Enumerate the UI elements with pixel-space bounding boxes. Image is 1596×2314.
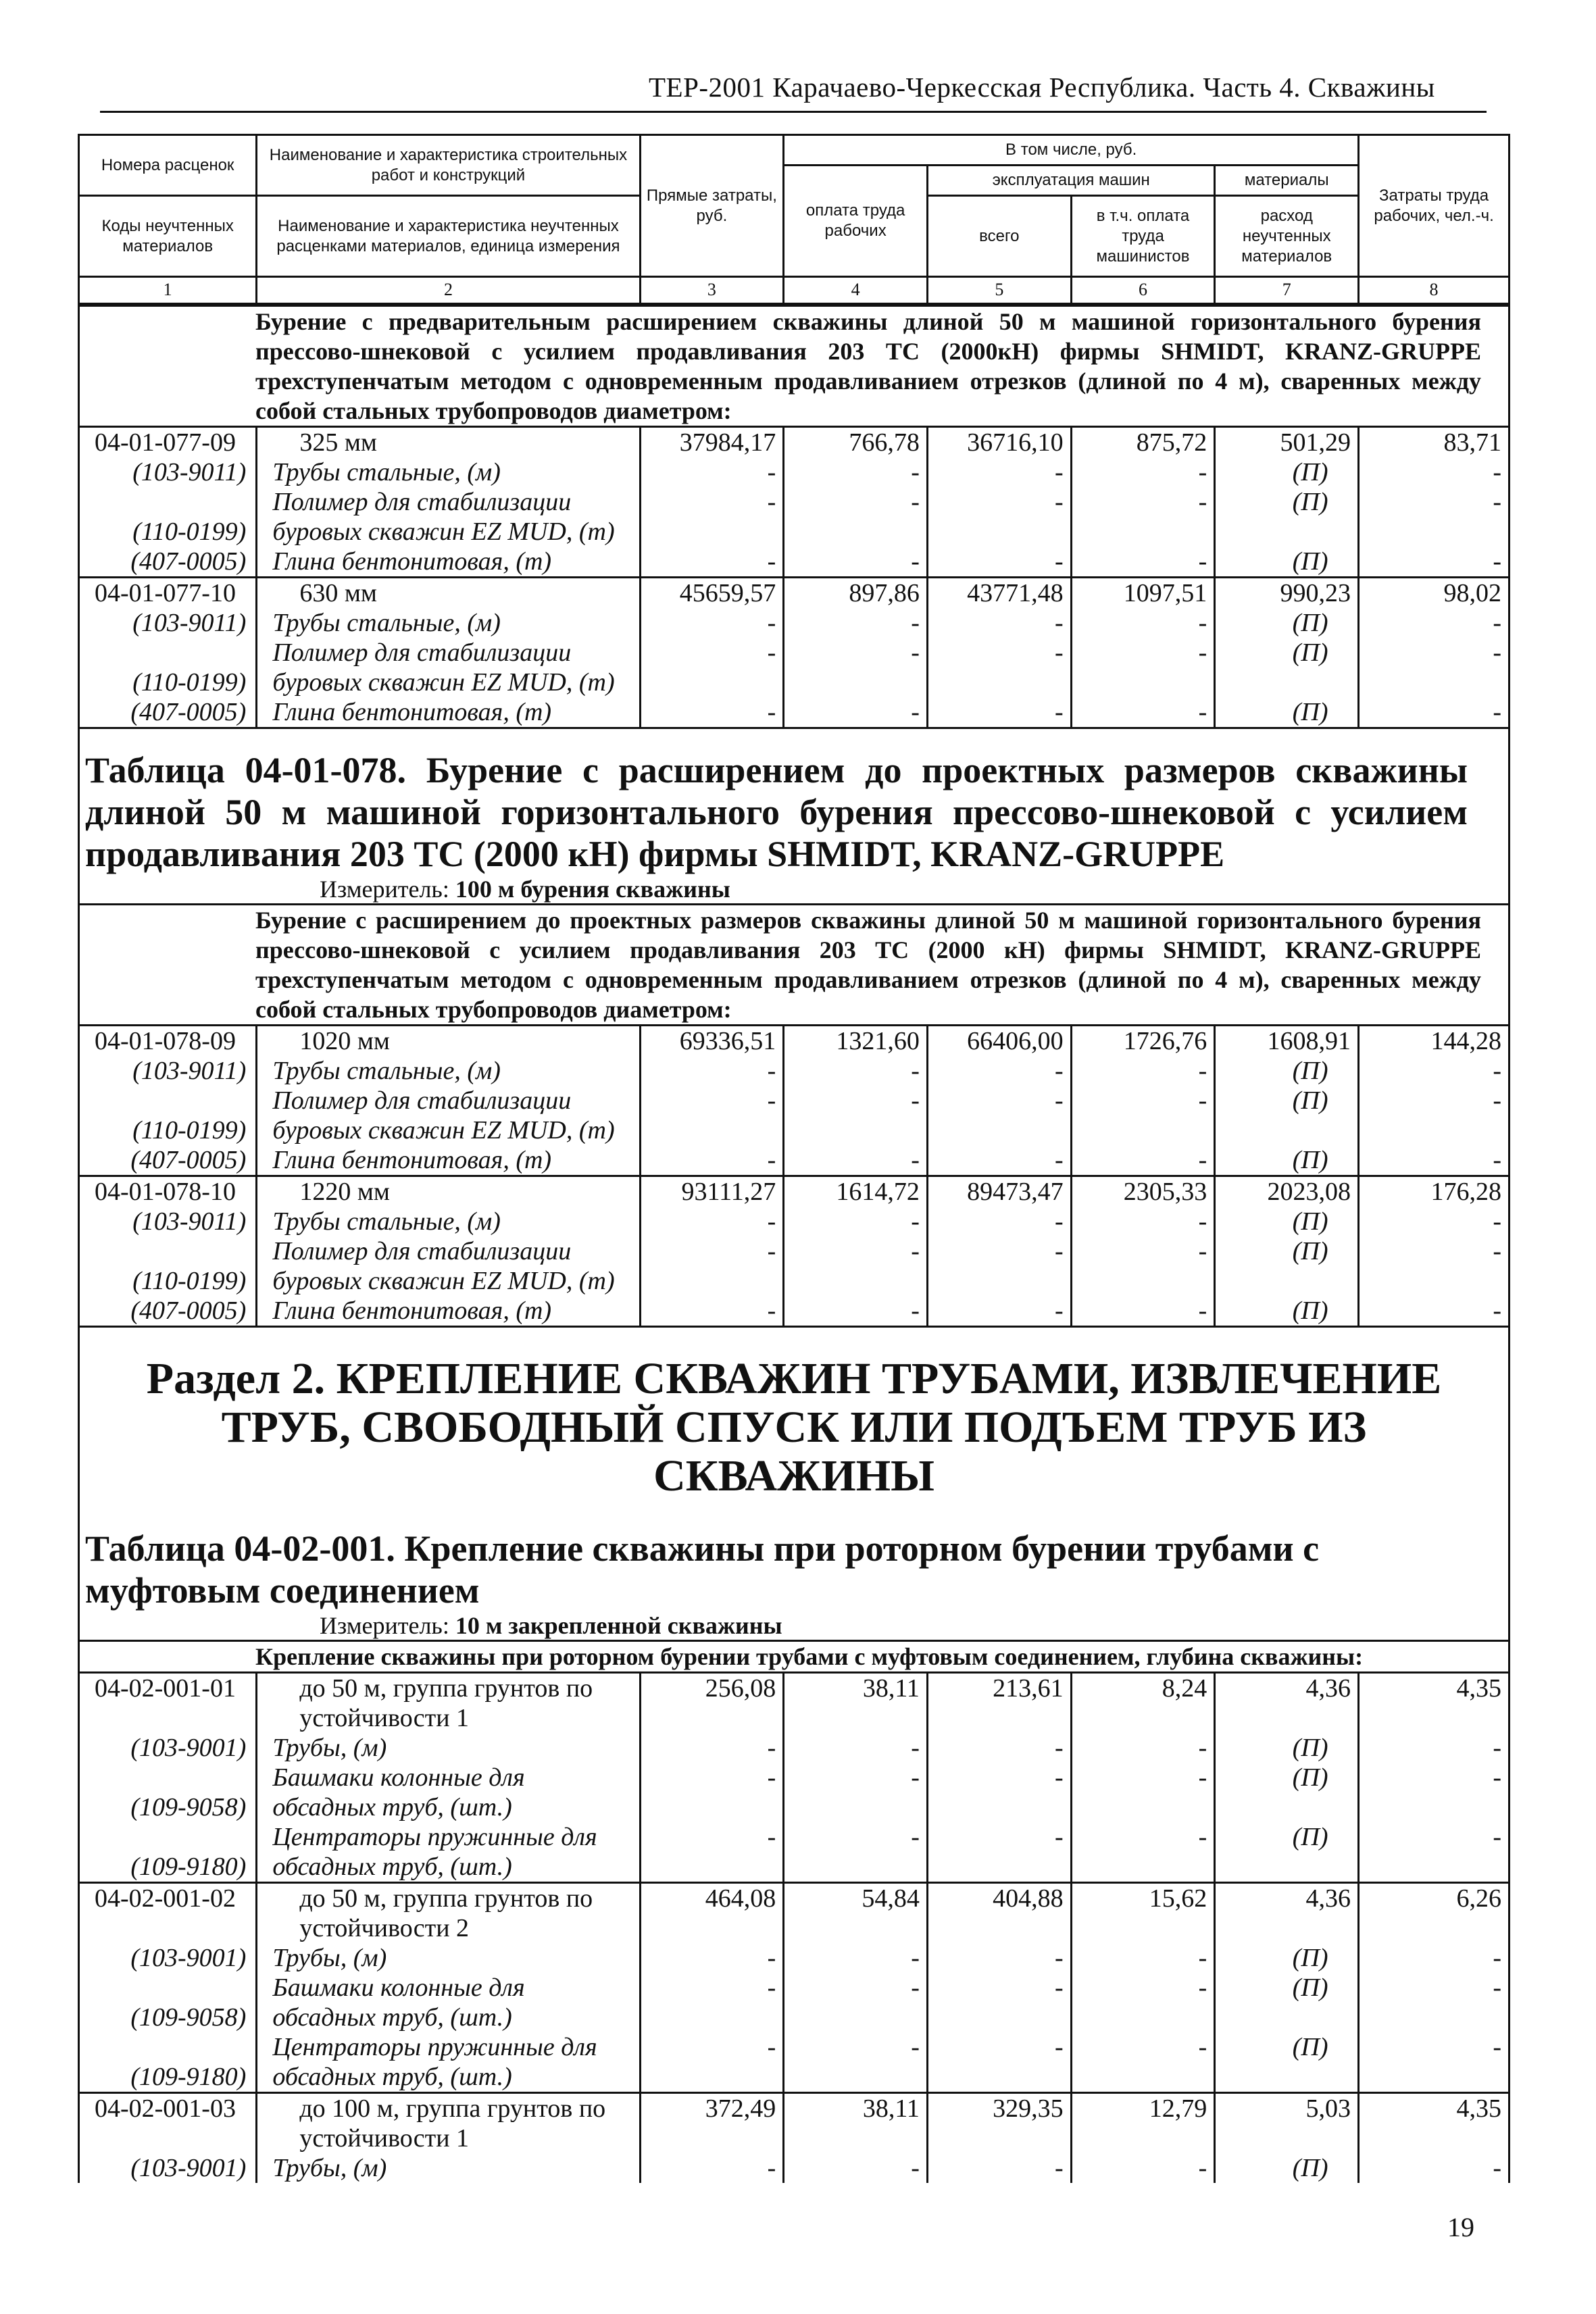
dash-cell: - [784,1207,928,1236]
header-direct-costs: Прямые затраты, руб. [640,135,784,277]
resource-row [79,1207,1510,1236]
spacer-text [79,1326,1510,1355]
dash-cell: - [640,2032,784,2093]
dash-cell: - [784,547,928,578]
dash-cell: - [784,1145,928,1176]
group-title-001 [79,1640,1510,1672]
rate-value: 38,11 [784,1672,928,1733]
resource-code: (110-0199) [79,638,257,697]
rate-value: 501,29 [1215,426,1359,457]
price-table-body [78,305,1510,2183]
dash-cell: - [927,608,1071,638]
rate-name: до 50 м, группа грунтов по устойчивости 2 [257,1882,640,1943]
dash-cell: - [927,1086,1071,1145]
dash-cell: - [640,608,784,638]
rate-name: 325 мм [257,426,640,457]
rate-value: 43771,48 [927,577,1071,608]
dash-cell: - [927,2153,1071,2183]
rate-value: 4,35 [1358,1672,1509,1733]
dash-cell: - [927,2032,1071,2093]
resource-row [79,1236,1510,1296]
resource-row [79,1145,1510,1176]
rate-value: 5,03 [1215,2092,1359,2153]
resource-unaccounted-mark: (П) [1215,638,1359,697]
rate-code: 04-02-001-03 [79,2092,257,2153]
rate-value: 38,11 [784,2092,928,2153]
dash-cell: - [1071,1145,1215,1176]
resource-row [79,1733,1510,1763]
dash-cell: - [1071,1236,1215,1296]
dash-cell: - [784,1056,928,1086]
dash-cell: - [1071,487,1215,547]
table-title-001 [79,1528,1510,1611]
dash-cell: - [784,1236,928,1296]
resource-row [79,1822,1510,1883]
spacer [79,1326,1510,1355]
rate-value: 464,08 [640,1882,784,1943]
rate-value: 4,35 [1358,2092,1509,2153]
rate-code: 04-01-077-09 [79,426,257,457]
dash-cell: - [927,1943,1071,1973]
rate-value: 66406,00 [927,1025,1071,1056]
resource-unaccounted-mark: (П) [1215,697,1359,728]
resource-unaccounted-mark: (П) [1215,1733,1359,1763]
dash-cell: - [784,487,928,547]
table-title-078-text: Таблица 04-01-078. Бурение с расширением до проектных размеров скважины длиной 50 м машиной горизонтального бурения прессово-шнековой с усилием продавливания 203 ТС (2000 кН) фирмы SHMIDT, KRANZ-GRUPPE [79,749,1510,875]
resource-code: (110-0199) [79,487,257,547]
rate-value: 176,28 [1358,1176,1509,1207]
rate-code: 04-01-078-10 [79,1176,257,1207]
col-number: 7 [1215,277,1359,304]
dash-cell: - [1358,1086,1509,1145]
dash-cell: - [784,1763,928,1822]
group-title-077 [79,305,1510,426]
dash-cell: - [1358,638,1509,697]
col-number: 5 [927,277,1071,304]
column-numbers-row [79,277,1510,304]
header-labor-pay: оплата труда рабочих [784,166,928,277]
resource-name: Трубы стальные, (м) [257,608,640,638]
dash-cell: - [927,1973,1071,2032]
section-2-title-text: Раздел 2. КРЕПЛЕНИЕ СКВАЖИН ТРУБАМИ, ИЗВЛЕЧЕНИЕ ТРУБ, СВОБОДНЫЙ СПУСК ИЛИ ПОДЪЕМ ТРУБ ИЗ СКВАЖИНЫ [79,1355,1510,1501]
dash-cell: - [1071,1822,1215,1883]
resource-code: (103-9011) [79,1056,257,1086]
dash-cell: - [1358,2153,1509,2183]
dash-cell: - [927,1763,1071,1822]
dash-cell: - [1358,1943,1509,1973]
resource-name: Трубы стальные, (м) [257,1056,640,1086]
dash-cell: - [927,1236,1071,1296]
rate-row [79,1882,1510,1943]
dash-cell: - [640,1296,784,1327]
dash-cell: - [640,1973,784,2032]
resource-name: Глина бентонитовая, (т) [257,547,640,578]
meter-row-001 [79,1611,1510,1641]
rate-value: 37984,17 [640,426,784,457]
resource-row [79,1296,1510,1327]
col-number: 6 [1071,277,1215,304]
header-material-cost: расход неучтенных материалов [1215,196,1359,277]
table-title-001-text: Таблица 04-02-001. Крепление скважины при роторном бурении трубами с муфтовым соединением [79,1528,1510,1611]
rate-name: 1020 мм [257,1025,640,1056]
rate-value: 766,78 [784,426,928,457]
rate-value: 1726,76 [1071,1025,1215,1056]
resource-code: (103-9011) [79,1207,257,1236]
dash-cell: - [927,1733,1071,1763]
dash-cell: - [640,697,784,728]
dash-cell: - [927,1145,1071,1176]
dash-cell: - [784,1733,928,1763]
rate-value: 213,61 [927,1672,1071,1733]
dash-cell: - [1071,1207,1215,1236]
rate-value: 8,24 [1071,1672,1215,1733]
header-work-name: Наименование и характеристика строительных работ и конструкций [257,135,640,196]
dash-cell: - [1071,1943,1215,1973]
resource-row [79,608,1510,638]
dash-cell: - [784,1086,928,1145]
resource-unaccounted-mark: (П) [1215,1056,1359,1086]
resource-row [79,1086,1510,1145]
rate-value: 12,79 [1071,2092,1215,2153]
meter-value: 10 м закрепленной скважины [455,1611,782,1639]
resource-name: Башмаки колонные для обсадных труб, (шт.) [257,1763,640,1822]
spacer-text [79,1501,1510,1528]
group-title-001-text: Крепление скважины при роторном бурении трубами с муфтовым соединением, глубина скважины: [79,1640,1510,1672]
dash-cell: - [1071,1086,1215,1145]
resource-code: (103-9011) [79,608,257,638]
dash-cell: - [1358,2032,1509,2093]
resource-unaccounted-mark: (П) [1215,1296,1359,1327]
spacer [79,1501,1510,1528]
rate-value: 256,08 [640,1672,784,1733]
dash-cell: - [784,1296,928,1327]
resource-unaccounted-mark: (П) [1215,1145,1359,1176]
rate-value: 2023,08 [1215,1176,1359,1207]
header-total: всего [927,196,1071,277]
resource-name: Полимер для стабилизации буровых скважин EZ MUD, (т) [257,487,640,547]
rate-value: 15,62 [1071,1882,1215,1943]
dash-cell: - [927,1056,1071,1086]
resource-unaccounted-mark: (П) [1215,2153,1359,2183]
resource-unaccounted-mark: (П) [1215,2032,1359,2093]
dash-cell: - [640,1056,784,1086]
resource-row [79,1056,1510,1086]
rate-value: 93111,27 [640,1176,784,1207]
header-in-total: В том числе, руб. [784,135,1359,166]
resource-unaccounted-mark: (П) [1215,1943,1359,1973]
resource-row [79,638,1510,697]
resource-unaccounted-mark: (П) [1215,547,1359,578]
rate-value: 4,36 [1215,1882,1359,1943]
dash-cell: - [640,457,784,487]
col-number: 8 [1359,277,1510,304]
dash-cell: - [640,1763,784,1822]
dash-cell: - [640,487,784,547]
page-number: 19 [1447,2212,1474,2242]
rate-value: 875,72 [1071,426,1215,457]
dash-cell: - [1358,1296,1509,1327]
resource-code: (407-0005) [79,697,257,728]
dash-cell: - [640,1236,784,1296]
resource-row [79,1763,1510,1822]
dash-cell: - [927,547,1071,578]
table-title-078 [79,749,1510,875]
dash-cell: - [1358,1145,1509,1176]
dash-cell: - [640,1733,784,1763]
resource-code: (109-9058) [79,1763,257,1822]
resource-row [79,457,1510,487]
dash-cell: - [784,1943,928,1973]
resource-code: (110-0199) [79,1236,257,1296]
resource-name: Глина бентонитовая, (т) [257,1145,640,1176]
dash-cell: - [640,1086,784,1145]
dash-cell: - [927,1207,1071,1236]
resource-row [79,2153,1510,2183]
col-number: 4 [784,277,928,304]
header-material-codes: Коды неучтенных материалов [79,196,257,277]
dash-cell: - [927,697,1071,728]
meter-001 [79,1611,1510,1641]
meter-value: 100 м бурения скважины [455,875,730,903]
resource-unaccounted-mark: (П) [1215,457,1359,487]
resource-code: (109-9180) [79,1822,257,1883]
resource-unaccounted-mark: (П) [1215,1822,1359,1883]
header-materials: материалы [1215,166,1359,196]
rate-row [79,426,1510,457]
resource-row [79,697,1510,728]
resource-name: Глина бентонитовая, (т) [257,697,640,728]
rate-row [79,1025,1510,1056]
dash-cell: - [640,1822,784,1883]
resource-unaccounted-mark: (П) [1215,1763,1359,1822]
col-number: 3 [640,277,784,304]
dash-cell: - [1071,1763,1215,1822]
rate-value: 897,86 [784,577,928,608]
dash-cell: - [1071,1733,1215,1763]
dash-cell: - [1071,608,1215,638]
resource-name: Полимер для стабилизации буровых скважин EZ MUD, (т) [257,1236,640,1296]
rate-value: 45659,57 [640,577,784,608]
dash-cell: - [1071,1056,1215,1086]
resource-unaccounted-mark: (П) [1215,1236,1359,1296]
rate-name: до 50 м, группа грунтов по устойчивости 1 [257,1672,640,1733]
dash-cell: - [1358,697,1509,728]
resource-name: Трубы стальные, (м) [257,457,640,487]
resource-code: (103-9001) [79,1943,257,1973]
header-machinist-pay: в т.ч. оплата труда машинистов [1071,196,1215,277]
dash-cell: - [1358,1973,1509,2032]
dash-cell: - [1358,547,1509,578]
rate-value: 1608,91 [1215,1025,1359,1056]
dash-cell: - [640,547,784,578]
col-number: 1 [79,277,257,304]
rate-value: 69336,51 [640,1025,784,1056]
running-header: ТЕР-2001 Карачаево-Черкесская Республика. Часть 4. Скважины [649,72,1435,103]
rate-value: 83,71 [1358,426,1509,457]
rate-row [79,1176,1510,1207]
resource-name: Полимер для стабилизации буровых скважин EZ MUD, (т) [257,1086,640,1145]
dash-cell: - [927,1822,1071,1883]
header-rate-numbers: Номера расценок [79,135,257,196]
dash-cell: - [1071,2032,1215,2093]
resource-name: Башмаки колонные для обсадных труб, (шт.) [257,1973,640,2032]
spacer [79,728,1510,749]
dash-cell: - [1071,547,1215,578]
resource-code: (110-0199) [79,1086,257,1145]
resource-row [79,2032,1510,2093]
dash-cell: - [640,2153,784,2183]
meter-label: Измеритель: [320,875,455,903]
meter-label: Измеритель: [320,1611,455,1639]
group-title-078-text: Бурение с расширением до проектных размеров скважины длиной 50 м машиной горизонтального бурения прессово-шнековой с усилием продавливания 203 ТС (2000 кН) фирмы SHMIDT, KRANZ-GRUPPE трехступенчатым методом с одновременным продавливанием отрезков (длиной по 4 м), сваренных между собой стальных трубопроводов диаметром: [79,904,1510,1025]
rate-value: 54,84 [784,1882,928,1943]
rate-code: 04-01-078-09 [79,1025,257,1056]
rate-value: 1097,51 [1071,577,1215,608]
resource-code: (407-0005) [79,547,257,578]
resource-name: Центраторы пружинные для обсадных труб, (шт.) [257,2032,640,2093]
group-title-078 [79,904,1510,1025]
dash-cell: - [1358,1056,1509,1086]
dash-cell: - [1358,608,1509,638]
resource-code: (407-0005) [79,1296,257,1327]
resource-code: (109-9058) [79,1973,257,2032]
rate-name: до 100 м, группа грунтов по устойчивости 1 [257,2092,640,2153]
rate-code: 04-01-077-10 [79,577,257,608]
resource-name: Трубы, (м) [257,1943,640,1973]
dash-cell: - [1358,457,1509,487]
rate-code: 04-02-001-02 [79,1882,257,1943]
dash-cell: - [927,487,1071,547]
dash-cell: - [784,457,928,487]
resource-code: (103-9011) [79,457,257,487]
rate-value: 372,49 [640,2092,784,2153]
rate-value: 329,35 [927,2092,1071,2153]
rate-code: 04-02-001-01 [79,1672,257,1733]
resource-name: Глина бентонитовая, (т) [257,1296,640,1327]
dash-cell: - [640,1943,784,1973]
rate-value: 1321,60 [784,1025,928,1056]
rate-value: 2305,33 [1071,1176,1215,1207]
resource-row [79,487,1510,547]
resource-code: (103-9001) [79,1733,257,1763]
dash-cell: - [927,638,1071,697]
dash-cell: - [1358,1733,1509,1763]
rate-row [79,1672,1510,1733]
group-title-077-text: Бурение с предварительным расширением скважины длиной 50 м машиной горизонтального бурения прессово-шнековой с усилием продавливания 203 ТС (2000кН) фирмы SHMIDT, KRANZ-GRUPPE трехступенчатым методом с одновременным продавливанием отрезков (длиной по 4 м), сваренных между собой стальных трубопроводов диаметром: [79,305,1510,426]
resource-row [79,547,1510,578]
resource-row [79,1943,1510,1973]
dash-cell: - [784,1822,928,1883]
rate-value: 4,36 [1215,1672,1359,1733]
dash-cell: - [1071,1973,1215,2032]
header-rule [100,111,1487,113]
rate-value: 98,02 [1358,577,1509,608]
dash-cell: - [640,638,784,697]
dash-cell: - [784,1973,928,2032]
meter-row-078 [79,875,1510,905]
dash-cell: - [784,2032,928,2093]
dash-cell: - [1358,1763,1509,1822]
section-2-title [79,1355,1510,1501]
column-header [78,134,1510,305]
header-material-name: Наименование и характеристика неучтенных расценками материалов, единица измерения [257,196,640,277]
dash-cell: - [640,1207,784,1236]
resource-code: (103-9001) [79,2153,257,2183]
rate-value: 404,88 [927,1882,1071,1943]
dash-cell: - [1358,1207,1509,1236]
spacer-text [79,728,1510,749]
rate-value: 1614,72 [784,1176,928,1207]
dash-cell: - [1071,1296,1215,1327]
meter-078 [79,875,1510,905]
dash-cell: - [1071,638,1215,697]
rate-value: 6,26 [1358,1882,1509,1943]
dash-cell: - [927,1296,1071,1327]
dash-cell: - [1358,1822,1509,1883]
dash-cell: - [784,638,928,697]
dash-cell: - [1358,487,1509,547]
resource-name: Трубы, (м) [257,1733,640,1763]
resource-unaccounted-mark: (П) [1215,608,1359,638]
resource-code: (407-0005) [79,1145,257,1176]
rate-value: 144,28 [1358,1025,1509,1056]
dash-cell: - [1071,697,1215,728]
resource-code: (109-9180) [79,2032,257,2093]
dash-cell: - [784,2153,928,2183]
resource-name: Центраторы пружинные для обсадных труб, (шт.) [257,1822,640,1883]
dash-cell: - [1071,457,1215,487]
dash-cell: - [640,1145,784,1176]
price-table-frame [78,134,1510,2182]
resource-unaccounted-mark: (П) [1215,1086,1359,1145]
header-labor-costs: Затраты труда рабочих, чел.-ч. [1359,135,1510,277]
rate-value: 36716,10 [927,426,1071,457]
resource-row [79,1973,1510,2032]
dash-cell: - [784,697,928,728]
dash-cell: - [1358,1236,1509,1296]
resource-unaccounted-mark: (П) [1215,487,1359,547]
rate-value: 89473,47 [927,1176,1071,1207]
rate-row [79,577,1510,608]
resource-name: Трубы стальные, (м) [257,1207,640,1236]
dash-cell: - [927,457,1071,487]
rate-value: 990,23 [1215,577,1359,608]
rate-name: 1220 мм [257,1176,640,1207]
resource-name: Полимер для стабилизации буровых скважин EZ MUD, (т) [257,638,640,697]
resource-unaccounted-mark: (П) [1215,1207,1359,1236]
dash-cell: - [784,608,928,638]
header-machines: эксплуатация машин [927,166,1214,196]
rate-row [79,2092,1510,2153]
col-number: 2 [257,277,640,304]
resource-name: Трубы, (м) [257,2153,640,2183]
rate-name: 630 мм [257,577,640,608]
resource-unaccounted-mark: (П) [1215,1973,1359,2032]
dash-cell: - [1071,2153,1215,2183]
